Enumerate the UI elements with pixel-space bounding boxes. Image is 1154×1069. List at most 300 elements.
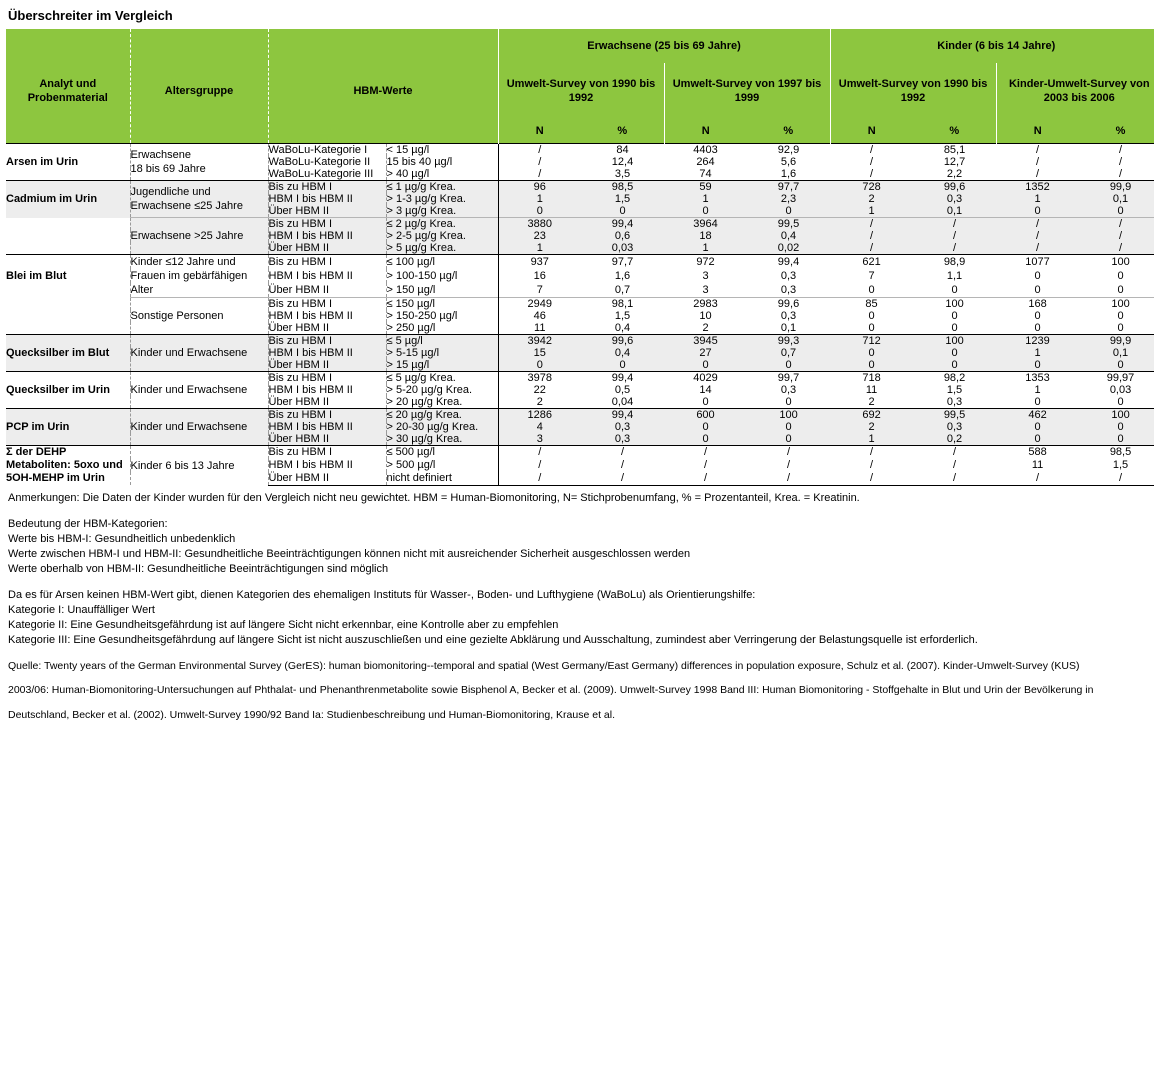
cell-value: 972 (664, 255, 747, 270)
cell-value: 98,9 (913, 255, 996, 270)
cell-value: 718 (830, 372, 913, 385)
cell-value: / (498, 144, 581, 157)
cell-value: 0 (664, 433, 747, 446)
cell-value: / (913, 218, 996, 231)
cell-value: 0,2 (913, 433, 996, 446)
cell-value: 0,02 (747, 242, 830, 255)
cell-hbm-category: Bis zu HBM I (268, 409, 386, 422)
cell-hbm-category: Bis zu HBM I (268, 255, 386, 270)
cell-value: 7 (498, 283, 581, 298)
cell-value: / (830, 168, 913, 181)
cell-value: 0 (996, 359, 1079, 372)
cell-hbm-value: ≤ 1 µg/g Krea. (386, 181, 498, 194)
header-np-spacer-2 (130, 119, 268, 144)
cell-value: 0 (913, 322, 996, 335)
cell-value: 1,5 (1079, 459, 1154, 472)
cell-hbm-value: > 100-150 µg/l (386, 269, 498, 283)
cell-value: 0,03 (1079, 384, 1154, 396)
cell-hbm-category: Bis zu HBM I (268, 181, 386, 194)
cell-value: 99,4 (747, 255, 830, 270)
cell-value: 168 (996, 298, 1079, 311)
note-bedeutung-0: Werte bis HBM-I: Gesundheitlich unbedenklich (8, 532, 236, 545)
cell-hbm-value: ≤ 500 µg/l (386, 446, 498, 459)
note-anmerkungen: Anmerkungen: Die Daten der Kinder wurden für den Vergleich nicht neu gewichtet. HBM = Human-Biomonitoring, N= Stichprobenumfang, % = Prozentanteil, Krea. = Kreatinin. (8, 491, 860, 504)
cell-value: 11 (830, 384, 913, 396)
cell-value: 14 (664, 384, 747, 396)
cell-value: 0 (664, 205, 747, 218)
cell-value: 1 (830, 433, 913, 446)
cell-agegroup: Kinder und Erwachsene (130, 335, 268, 372)
notes-block (6, 491, 1148, 648)
cell-value: / (913, 242, 996, 255)
header-spacer-hbmval (386, 29, 498, 63)
cell-value: 937 (498, 255, 581, 270)
cell-value: 99,4 (581, 218, 664, 231)
cell-value: 5,6 (747, 156, 830, 168)
note-wabolu-2: Kategorie III: Eine Gesundheitsgefährdung auf längere Sicht ist nicht auszuschließen und eine gezielte Abklärung und Ausschaltung, zumindest aber Verringerung der Belastungsquelle ist erforderlich. (8, 633, 978, 646)
cell-value: 0,3 (913, 396, 996, 409)
cell-hbm-category: Bis zu HBM I (268, 372, 386, 385)
header-group-kinder: Kinder (6 bis 14 Jahre) (830, 29, 1154, 63)
header-spacer-analyt (6, 29, 130, 63)
cell-value: 0,3 (747, 384, 830, 396)
cell-value: 0 (830, 347, 913, 359)
comparison-table (6, 29, 1154, 486)
cell-hbm-value: > 20 µg/g Krea. (386, 396, 498, 409)
cell-hbm-value: > 150 µg/l (386, 283, 498, 298)
cell-hbm-value: > 2-5 µg/g Krea. (386, 230, 498, 242)
cell-hbm-category: HBM I bis HBM II (268, 384, 386, 396)
cell-value: / (996, 218, 1079, 231)
cell-value: 1 (664, 242, 747, 255)
header-col-analyt: Analyt und Probenmaterial (6, 63, 130, 119)
cell-value: 0 (1079, 322, 1154, 335)
source-line-2: Deutschland, Becker et al. (2002). Umwelt-Survey 1990/92 Band Ia: Studienbeschreibung und Human-Biomonitoring, Krause et al. (8, 708, 616, 721)
cell-hbm-category: Über HBM II (268, 359, 386, 372)
cell-hbm-value: > 5 µg/g Krea. (386, 242, 498, 255)
cell-value: 27 (664, 347, 747, 359)
cell-hbm-value: > 500 µg/l (386, 459, 498, 472)
cell-value: 7 (830, 269, 913, 283)
header-np-4: N (830, 119, 913, 144)
cell-value: 4403 (664, 144, 747, 157)
header-col-survey-1997-erw: Umwelt-Survey von 1997 bis 1999 (664, 63, 830, 119)
cell-value: 99,6 (913, 181, 996, 194)
cell-value: 0 (996, 322, 1079, 335)
cell-value: 1,6 (747, 168, 830, 181)
cell-value: 1239 (996, 335, 1079, 348)
cell-hbm-value: ≤ 100 µg/l (386, 255, 498, 270)
cell-value: 2,3 (747, 193, 830, 205)
cell-value: 98,5 (1079, 446, 1154, 459)
cell-hbm-category: Bis zu HBM I (268, 335, 386, 348)
cell-hbm-value: > 5-15 µg/l (386, 347, 498, 359)
cell-value: 99,9 (1079, 181, 1154, 194)
cell-value: 621 (830, 255, 913, 270)
note-bedeutung-2: Werte oberhalb von HBM-II: Gesundheitliche Beeinträchtigungen sind möglich (8, 562, 389, 575)
cell-value: 0,1 (1079, 193, 1154, 205)
table-row (6, 446, 1154, 459)
header-np-7: % (1079, 119, 1154, 144)
cell-hbm-value: 15 bis 40 µg/l (386, 156, 498, 168)
table-row (6, 298, 1154, 311)
table-row (6, 218, 1154, 231)
cell-analyt (6, 298, 130, 335)
cell-value: 2949 (498, 298, 581, 311)
cell-value: 0 (747, 396, 830, 409)
cell-value: 99,4 (581, 372, 664, 385)
cell-value: / (664, 472, 747, 485)
cell-value: 0 (996, 396, 1079, 409)
cell-hbm-value: > 15 µg/l (386, 359, 498, 372)
cell-value: 99,6 (747, 298, 830, 311)
cell-analyt: Arsen im Urin (6, 144, 130, 181)
cell-value: 0 (913, 347, 996, 359)
source-line-1: 2003/06: Human-Biomonitoring-Untersuchungen auf Phthalat- und Phenanthrenmetabolite sowie Bisphenol A, Becker et al. (2009). Umwelt-Survey 1998 Band III: Human Biomonitoring - Stoffgehalte in Blut und Urin der Bevölkerung in (8, 684, 1094, 696)
cell-value: / (1079, 144, 1154, 157)
cell-value: 0 (996, 421, 1079, 433)
cell-value: 0 (913, 359, 996, 372)
cell-value: 2,2 (913, 168, 996, 181)
cell-value: 1 (664, 193, 747, 205)
header-np-1: % (581, 119, 664, 144)
cell-value: 0 (747, 433, 830, 446)
cell-value: / (913, 459, 996, 472)
cell-value: 0 (996, 310, 1079, 322)
cell-value: 0,5 (581, 384, 664, 396)
cell-value: 0,6 (581, 230, 664, 242)
header-spacer-hbm (268, 29, 386, 63)
cell-value: 2983 (664, 298, 747, 311)
cell-analyt: Blei im Blut (6, 255, 130, 298)
cell-value: 1 (498, 242, 581, 255)
cell-value: / (581, 459, 664, 472)
cell-value: 1 (498, 193, 581, 205)
cell-value: 0,3 (747, 269, 830, 283)
note-bedeutung-title: Bedeutung der HBM-Kategorien: (8, 517, 168, 530)
cell-value: 0 (498, 205, 581, 218)
header-group-row (6, 29, 1154, 63)
cell-value: 1 (830, 205, 913, 218)
header-np-0: N (498, 119, 581, 144)
cell-value: 1,1 (913, 269, 996, 283)
cell-agegroup: Kinder und Erwachsene (130, 372, 268, 409)
cell-value: 728 (830, 181, 913, 194)
cell-value: 0,4 (581, 347, 664, 359)
cell-value: 1,6 (581, 269, 664, 283)
cell-value: 0,7 (581, 283, 664, 298)
cell-value: 3964 (664, 218, 747, 231)
table-body (6, 144, 1154, 486)
page-title: Überschreiter im Vergleich (8, 8, 173, 23)
cell-value: 0,3 (581, 433, 664, 446)
cell-value: 0 (913, 310, 996, 322)
cell-value: 3942 (498, 335, 581, 348)
cell-value: / (1079, 156, 1154, 168)
cell-value: 85 (830, 298, 913, 311)
cell-value: 0,03 (581, 242, 664, 255)
cell-hbm-value: > 5-20 µg/g Krea. (386, 384, 498, 396)
cell-hbm-category: HBM I bis HBM II (268, 459, 386, 472)
cell-agegroup: Kinder und Erwachsene (130, 409, 268, 446)
cell-hbm-value: nicht definiert (386, 472, 498, 485)
note-wabolu-0: Kategorie I: Unauffälliger Wert (8, 603, 155, 616)
cell-hbm-value: ≤ 5 µg/l (386, 335, 498, 348)
cell-agegroup: Kinder 6 bis 13 Jahre (130, 446, 268, 486)
cell-agegroup: Jugendliche und Erwachsene ≤25 Jahre (130, 181, 268, 218)
cell-value: / (747, 459, 830, 472)
cell-value: / (747, 446, 830, 459)
cell-value: 588 (996, 446, 1079, 459)
cell-value: 98,5 (581, 181, 664, 194)
source-block (6, 659, 1148, 722)
cell-hbm-category: HBM I bis HBM II (268, 269, 386, 283)
header-np-2: N (664, 119, 747, 144)
table-row (6, 144, 1154, 157)
cell-value: 0,3 (913, 193, 996, 205)
cell-value: 3 (664, 269, 747, 283)
cell-value: 1352 (996, 181, 1079, 194)
cell-value: / (830, 230, 913, 242)
cell-value: 0 (996, 283, 1079, 298)
cell-value: 0,1 (747, 322, 830, 335)
cell-value: / (996, 230, 1079, 242)
cell-value: / (830, 156, 913, 168)
cell-value: / (913, 472, 996, 485)
cell-value: 0 (747, 359, 830, 372)
cell-hbm-category: Bis zu HBM I (268, 298, 386, 311)
note-wabolu-title: Da es für Arsen keinen HBM-Wert gibt, dienen Kategorien des ehemaligen Instituts für Wasser-, Boden- und Lufthygiene (WaBoLu) als Orientierungshilfe: (8, 588, 756, 601)
cell-value: / (830, 144, 913, 157)
cell-hbm-value: > 40 µg/l (386, 168, 498, 181)
cell-value: 99,97 (1079, 372, 1154, 385)
cell-value: 2 (830, 193, 913, 205)
cell-value: 99,4 (581, 409, 664, 422)
source-line-0: Quelle: Twenty years of the German Environmental Survey (GerES): human biomonitoring--temporal and spatial (West Germany/East Germany) differences in population exposure, Schulz et al. (2007). Kinder-Umwelt-Survey (KUS) (8, 659, 1080, 672)
table-row (6, 181, 1154, 194)
cell-hbm-category: Über HBM II (268, 283, 386, 298)
cell-value: 1,5 (913, 384, 996, 396)
cell-value: 0 (664, 359, 747, 372)
cell-value: / (830, 459, 913, 472)
cell-value: 98,1 (581, 298, 664, 311)
cell-value: 2 (664, 322, 747, 335)
cell-value: 692 (830, 409, 913, 422)
cell-value: 0 (664, 421, 747, 433)
cell-value: 3,5 (581, 168, 664, 181)
cell-value: 0,4 (581, 322, 664, 335)
cell-value: / (664, 446, 747, 459)
cell-hbm-category: Über HBM II (268, 322, 386, 335)
cell-value: 0 (747, 205, 830, 218)
cell-hbm-category: WaBoLu-Kategorie II (268, 156, 386, 168)
table-row (6, 335, 1154, 348)
cell-value: 0 (1079, 421, 1154, 433)
cell-value: 462 (996, 409, 1079, 422)
cell-value: 3 (498, 433, 581, 446)
cell-value: 0,3 (913, 421, 996, 433)
cell-hbm-category: Über HBM II (268, 472, 386, 485)
cell-hbm-value: > 30 µg/g Krea. (386, 433, 498, 446)
cell-value: 0 (581, 359, 664, 372)
cell-value: 2 (830, 421, 913, 433)
cell-value: 12,4 (581, 156, 664, 168)
cell-value: 99,5 (913, 409, 996, 422)
cell-value: 1353 (996, 372, 1079, 385)
cell-value: 59 (664, 181, 747, 194)
cell-analyt (6, 218, 130, 255)
cell-analyt: PCP im Urin (6, 409, 130, 446)
cell-value: 0,3 (747, 283, 830, 298)
cell-value: 22 (498, 384, 581, 396)
cell-value: / (498, 446, 581, 459)
cell-value: 98,2 (913, 372, 996, 385)
cell-value: 0 (1079, 269, 1154, 283)
cell-hbm-category: HBM I bis HBM II (268, 421, 386, 433)
table-row (6, 372, 1154, 385)
cell-hbm-category: WaBoLu-Kategorie III (268, 168, 386, 181)
cell-value: 0,1 (913, 205, 996, 218)
cell-value: / (664, 459, 747, 472)
cell-value: 0,4 (747, 230, 830, 242)
cell-value: 100 (913, 335, 996, 348)
cell-value: 1 (996, 384, 1079, 396)
cell-agegroup: Kinder ≤12 Jahre und Frauen im gebärfähigen Alter (130, 255, 268, 298)
cell-hbm-value: ≤ 2 µg/g Krea. (386, 218, 498, 231)
cell-value: 3 (664, 283, 747, 298)
cell-value: 4029 (664, 372, 747, 385)
cell-value: / (913, 446, 996, 459)
cell-hbm-category: HBM I bis HBM II (268, 347, 386, 359)
cell-value: 84 (581, 144, 664, 157)
cell-value: 1 (996, 347, 1079, 359)
cell-value: 0 (1079, 310, 1154, 322)
cell-value: / (581, 446, 664, 459)
cell-hbm-value: ≤ 5 µg/g Krea. (386, 372, 498, 385)
cell-value: 0,7 (747, 347, 830, 359)
cell-hbm-category: Über HBM II (268, 205, 386, 218)
cell-value: 10 (664, 310, 747, 322)
cell-hbm-value: > 20-30 µg/g Krea. (386, 421, 498, 433)
cell-value: 99,7 (747, 372, 830, 385)
cell-value: 712 (830, 335, 913, 348)
cell-value: 0 (1079, 205, 1154, 218)
cell-value: 0 (664, 396, 747, 409)
cell-value: 74 (664, 168, 747, 181)
cell-value: 3945 (664, 335, 747, 348)
cell-hbm-category: Über HBM II (268, 433, 386, 446)
cell-value: 0 (830, 322, 913, 335)
cell-hbm-value: ≤ 20 µg/g Krea. (386, 409, 498, 422)
cell-value: 0 (913, 283, 996, 298)
cell-value: 0 (996, 433, 1079, 446)
cell-hbm-category: HBM I bis HBM II (268, 230, 386, 242)
cell-value: 11 (996, 459, 1079, 472)
cell-value: / (1079, 218, 1154, 231)
cell-agegroup: Erwachsene >25 Jahre (130, 218, 268, 255)
header-col-agegroup: Altersgruppe (130, 63, 268, 119)
cell-value: 100 (1079, 409, 1154, 422)
cell-hbm-category: HBM I bis HBM II (268, 193, 386, 205)
cell-value: / (1079, 242, 1154, 255)
cell-value: / (1079, 472, 1154, 485)
cell-value: / (996, 472, 1079, 485)
cell-value: 0 (1079, 283, 1154, 298)
cell-value: 100 (913, 298, 996, 311)
header-col-kinder-survey-2003: Kinder-Umwelt-Survey von 2003 bis 2006 (996, 63, 1154, 119)
cell-hbm-value: < 15 µg/l (386, 144, 498, 157)
cell-value: 3978 (498, 372, 581, 385)
cell-value: 46 (498, 310, 581, 322)
cell-value: 0 (1079, 433, 1154, 446)
cell-value: / (747, 472, 830, 485)
cell-value: / (498, 156, 581, 168)
cell-value: 97,7 (747, 181, 830, 194)
cell-value: 0,04 (581, 396, 664, 409)
header-col-survey-1990-erw: Umwelt-Survey von 1990 bis 1992 (498, 63, 664, 119)
cell-value: 4 (498, 421, 581, 433)
cell-value: 16 (498, 269, 581, 283)
cell-value: 96 (498, 181, 581, 194)
cell-hbm-category: Über HBM II (268, 242, 386, 255)
cell-analyt: Quecksilber im Blut (6, 335, 130, 372)
cell-value: 0 (830, 310, 913, 322)
cell-value: 97,7 (581, 255, 664, 270)
cell-value: 0 (996, 269, 1079, 283)
cell-value: / (830, 472, 913, 485)
cell-value: / (498, 168, 581, 181)
cell-value: 12,7 (913, 156, 996, 168)
header-column-row (6, 63, 1154, 119)
cell-analyt: Quecksilber im Urin (6, 372, 130, 409)
note-wabolu-1: Kategorie II: Eine Gesundheitsgefährdung ist auf längere Sicht nicht erkennbar, eine Kontrolle aber zu empfehlen (8, 618, 559, 631)
note-bedeutung-1: Werte zwischen HBM-I und HBM-II: Gesundheitliche Beeinträchtigungen können nicht mit ausreichender Sicherheit ausgeschlossen werden (8, 547, 691, 560)
cell-hbm-value: > 1-3 µg/g Krea. (386, 193, 498, 205)
cell-value: 0 (1079, 396, 1154, 409)
cell-value: 11 (498, 322, 581, 335)
cell-hbm-value: > 3 µg/g Krea. (386, 205, 498, 218)
cell-value: 99,5 (747, 218, 830, 231)
cell-value: 23 (498, 230, 581, 242)
cell-value: 99,9 (1079, 335, 1154, 348)
cell-value: 18 (664, 230, 747, 242)
cell-value: 600 (664, 409, 747, 422)
cell-hbm-value: > 150-250 µg/l (386, 310, 498, 322)
cell-hbm-category: Bis zu HBM I (268, 218, 386, 231)
cell-value: 1286 (498, 409, 581, 422)
cell-value: / (830, 446, 913, 459)
cell-agegroup: Sonstige Personen (130, 298, 268, 335)
cell-value: / (913, 230, 996, 242)
cell-hbm-category: WaBoLu-Kategorie I (268, 144, 386, 157)
header-np-6: N (996, 119, 1079, 144)
cell-value: 0 (498, 359, 581, 372)
cell-value: 92,9 (747, 144, 830, 157)
cell-value: 0 (830, 359, 913, 372)
cell-value: / (581, 472, 664, 485)
cell-value: / (830, 242, 913, 255)
cell-value: 1077 (996, 255, 1079, 270)
cell-value: 0,1 (1079, 347, 1154, 359)
cell-hbm-category: HBM I bis HBM II (268, 310, 386, 322)
cell-value: / (830, 218, 913, 231)
cell-hbm-category: Bis zu HBM I (268, 446, 386, 459)
header-spacer-agegroup (130, 29, 268, 63)
cell-value: 100 (1079, 255, 1154, 270)
cell-value: 15 (498, 347, 581, 359)
table-row (6, 255, 1154, 270)
cell-value: 99,6 (581, 335, 664, 348)
